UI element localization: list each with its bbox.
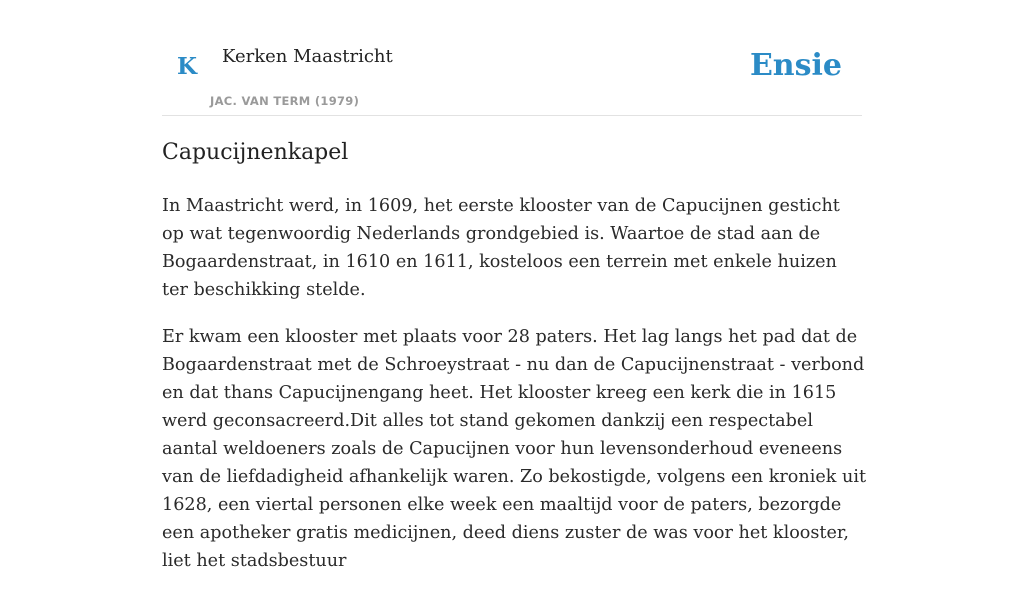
ensie-logo[interactable]: Ensie (749, 48, 842, 83)
book-logo-icon[interactable]: K (177, 53, 197, 80)
page (162, 0, 867, 571)
paragraph: Er kwam een klooster met plaats voor 28 paters. Het lag langs het pad dat de Bogaardenstraat met de Schroeystraat - nu dan de Capucijnenstraat - verbond en dat thans Capucijnengang heet. Het klooster kreeg een kerk die in 1615 werd geconsacreerd.Dit alles tot stand gekomen dankzij een respectabel aantal weldoeners zoals de Capucijnen voor hun levensonderhoud eveneens van de liefdadigheid afhankelijk waren. Zo bekostigde, volgens een kroniek uit 1628, een viertal personen elke week een maaltijd voor de paters, bezorgde een apotheker gratis medicijnen, deed diens zuster de was voor het klooster, liet het stadsbestuur (162, 327, 867, 571)
article-title: Capucijnenkapel (162, 140, 349, 165)
book-title[interactable]: Kerken Maastricht (222, 46, 393, 67)
article-body (162, 192, 867, 594)
paragraph: In Maastricht werd, in 1609, het eerste klooster van de Capucijnen gesticht op wat tegenwoordig Nederlands grondgebied is. Waartoe de stad aan de Bogaardenstraat, in 1610 en 1611, kosteloos een terrein met enkele huizen ter beschikking stelde. (162, 196, 840, 300)
book-author: JAC. VAN TERM (1979) (210, 94, 360, 108)
header (162, 0, 862, 116)
